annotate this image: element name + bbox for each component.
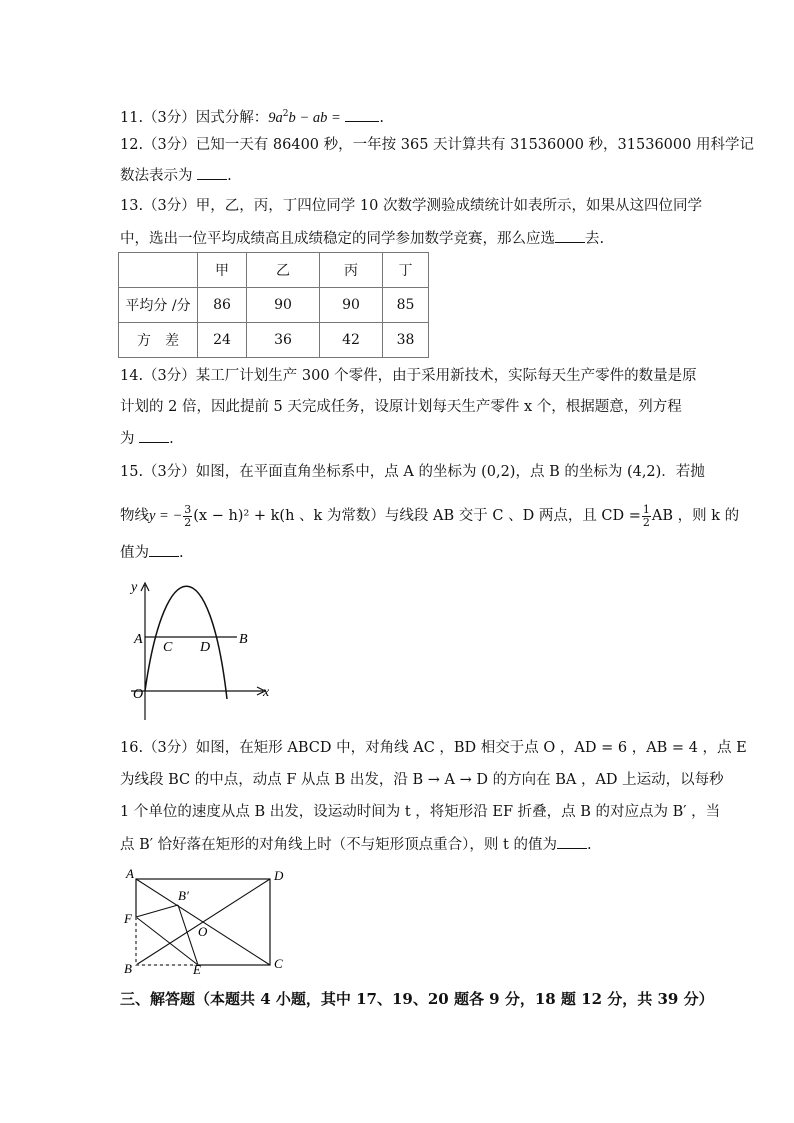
parabola-curve <box>145 586 227 699</box>
table-header-row: 甲 乙 丙 丁 <box>119 253 429 288</box>
label-b-prime: B′ <box>178 888 189 903</box>
label-b: B <box>124 961 132 976</box>
question-16-line2: 为线段 BC 的中点，动点 F 从点 B 出发，沿 B → A → D 的方向在 BA ，AD 上运动，以每秒 <box>120 772 724 788</box>
question-12-line2: 数法表示为 . <box>120 165 232 186</box>
segment-fb-prime <box>136 905 178 917</box>
label-o: O <box>198 924 208 939</box>
answer-blank[interactable] <box>139 428 169 443</box>
label-y: y <box>131 580 138 595</box>
label-b: B <box>239 632 248 647</box>
answer-blank[interactable] <box>555 228 585 243</box>
question-16-line1: 16.（3分）如图，在矩形 ABCD 中，对角线 AC ，BD 相交于点 O ，AD = 6 ，AB = 4 ，点 E <box>120 740 747 756</box>
question-11: 11.（3分）因式分解：$9a^2b$ − ab = . <box>120 104 384 128</box>
question-14-line2: 计划的 2 倍，因此提前 5 天完成任务，设原计划每天生产零件 x 个，根据题意，列方程 <box>120 399 682 415</box>
label-c: C <box>163 640 173 655</box>
figure-rectangle <box>118 862 298 982</box>
answer-blank[interactable] <box>345 107 379 122</box>
fraction: $\frac{3}{2}$ <box>184 502 192 529</box>
question-14-line1: 14.（3分）某工厂计划生产 300 个零件，由于采用新技术，实际每天生产零件的数量是原 <box>120 368 697 384</box>
fraction: $\frac{1}{2}$ <box>642 502 650 529</box>
section-heading-3: 三、解答题（本题共 4 小题，其中 17、19、20 题各 9 分，18 题 12 分，共 39 分） <box>120 990 714 1008</box>
question-13-line2: 中，选出一位平均成绩高且成绩稳定的同学参加数学竞赛，那么应选 去. <box>120 228 604 249</box>
question-15-line3: 值为 . <box>120 542 184 563</box>
table-row: 平均分 /分 86 90 90 85 <box>119 288 429 323</box>
answer-blank[interactable] <box>149 542 179 557</box>
score-table <box>118 252 429 358</box>
answer-blank[interactable] <box>197 165 227 180</box>
label-x: x <box>263 685 270 700</box>
question-16-line3: 1 个单位的速度从点 B 出发，设运动时间为 t ，将矩形沿 EF 折叠，点 B 的对应点为 B′ ，当 <box>120 804 721 820</box>
label-f: F <box>124 911 132 926</box>
label-a: A <box>134 632 143 647</box>
question-15-line1: 15.（3分）如图，在平面直角坐标系中，点 A 的坐标为 (0,2)，点 B 的坐标为 (4,2)．若抛 <box>120 464 705 480</box>
label-a: A <box>126 866 134 881</box>
question-12-line1: 12.（3分）已知一天有 86400 秒，一年按 365 天计算共有 31536000 秒，31536000 用科学记 <box>120 137 754 153</box>
label-o: O <box>133 687 144 702</box>
table-row: 方 差 24 36 42 38 <box>119 323 429 358</box>
answer-blank[interactable] <box>557 834 587 849</box>
fold-line-fe <box>136 917 198 965</box>
label-e: E <box>193 962 201 977</box>
label-d: D <box>200 640 211 655</box>
question-16-line4: 点 B′ 恰好落在矩形的对角线上时（不与矩形顶点重合），则 t 的值为 . <box>120 834 592 855</box>
question-15-line2: 物线y = − $\frac{3}{2}$ (x − h)² + k(h 、k 为常数）与线段 AB 交于 C 、D 两点，且 CD = $\frac{1}{2}$ AB ，则 k 的 <box>120 502 740 529</box>
label-d: D <box>274 868 284 883</box>
question-13-line1: 13.（3分）甲，乙，丙，丁四位同学 10 次数学测验成绩统计如表所示，如果从这四位同学 <box>120 198 702 214</box>
figure-parabola <box>125 575 280 725</box>
question-14-line3: 为 . <box>120 428 174 449</box>
label-c: C <box>274 956 283 971</box>
segment-b-prime-e <box>178 905 198 965</box>
